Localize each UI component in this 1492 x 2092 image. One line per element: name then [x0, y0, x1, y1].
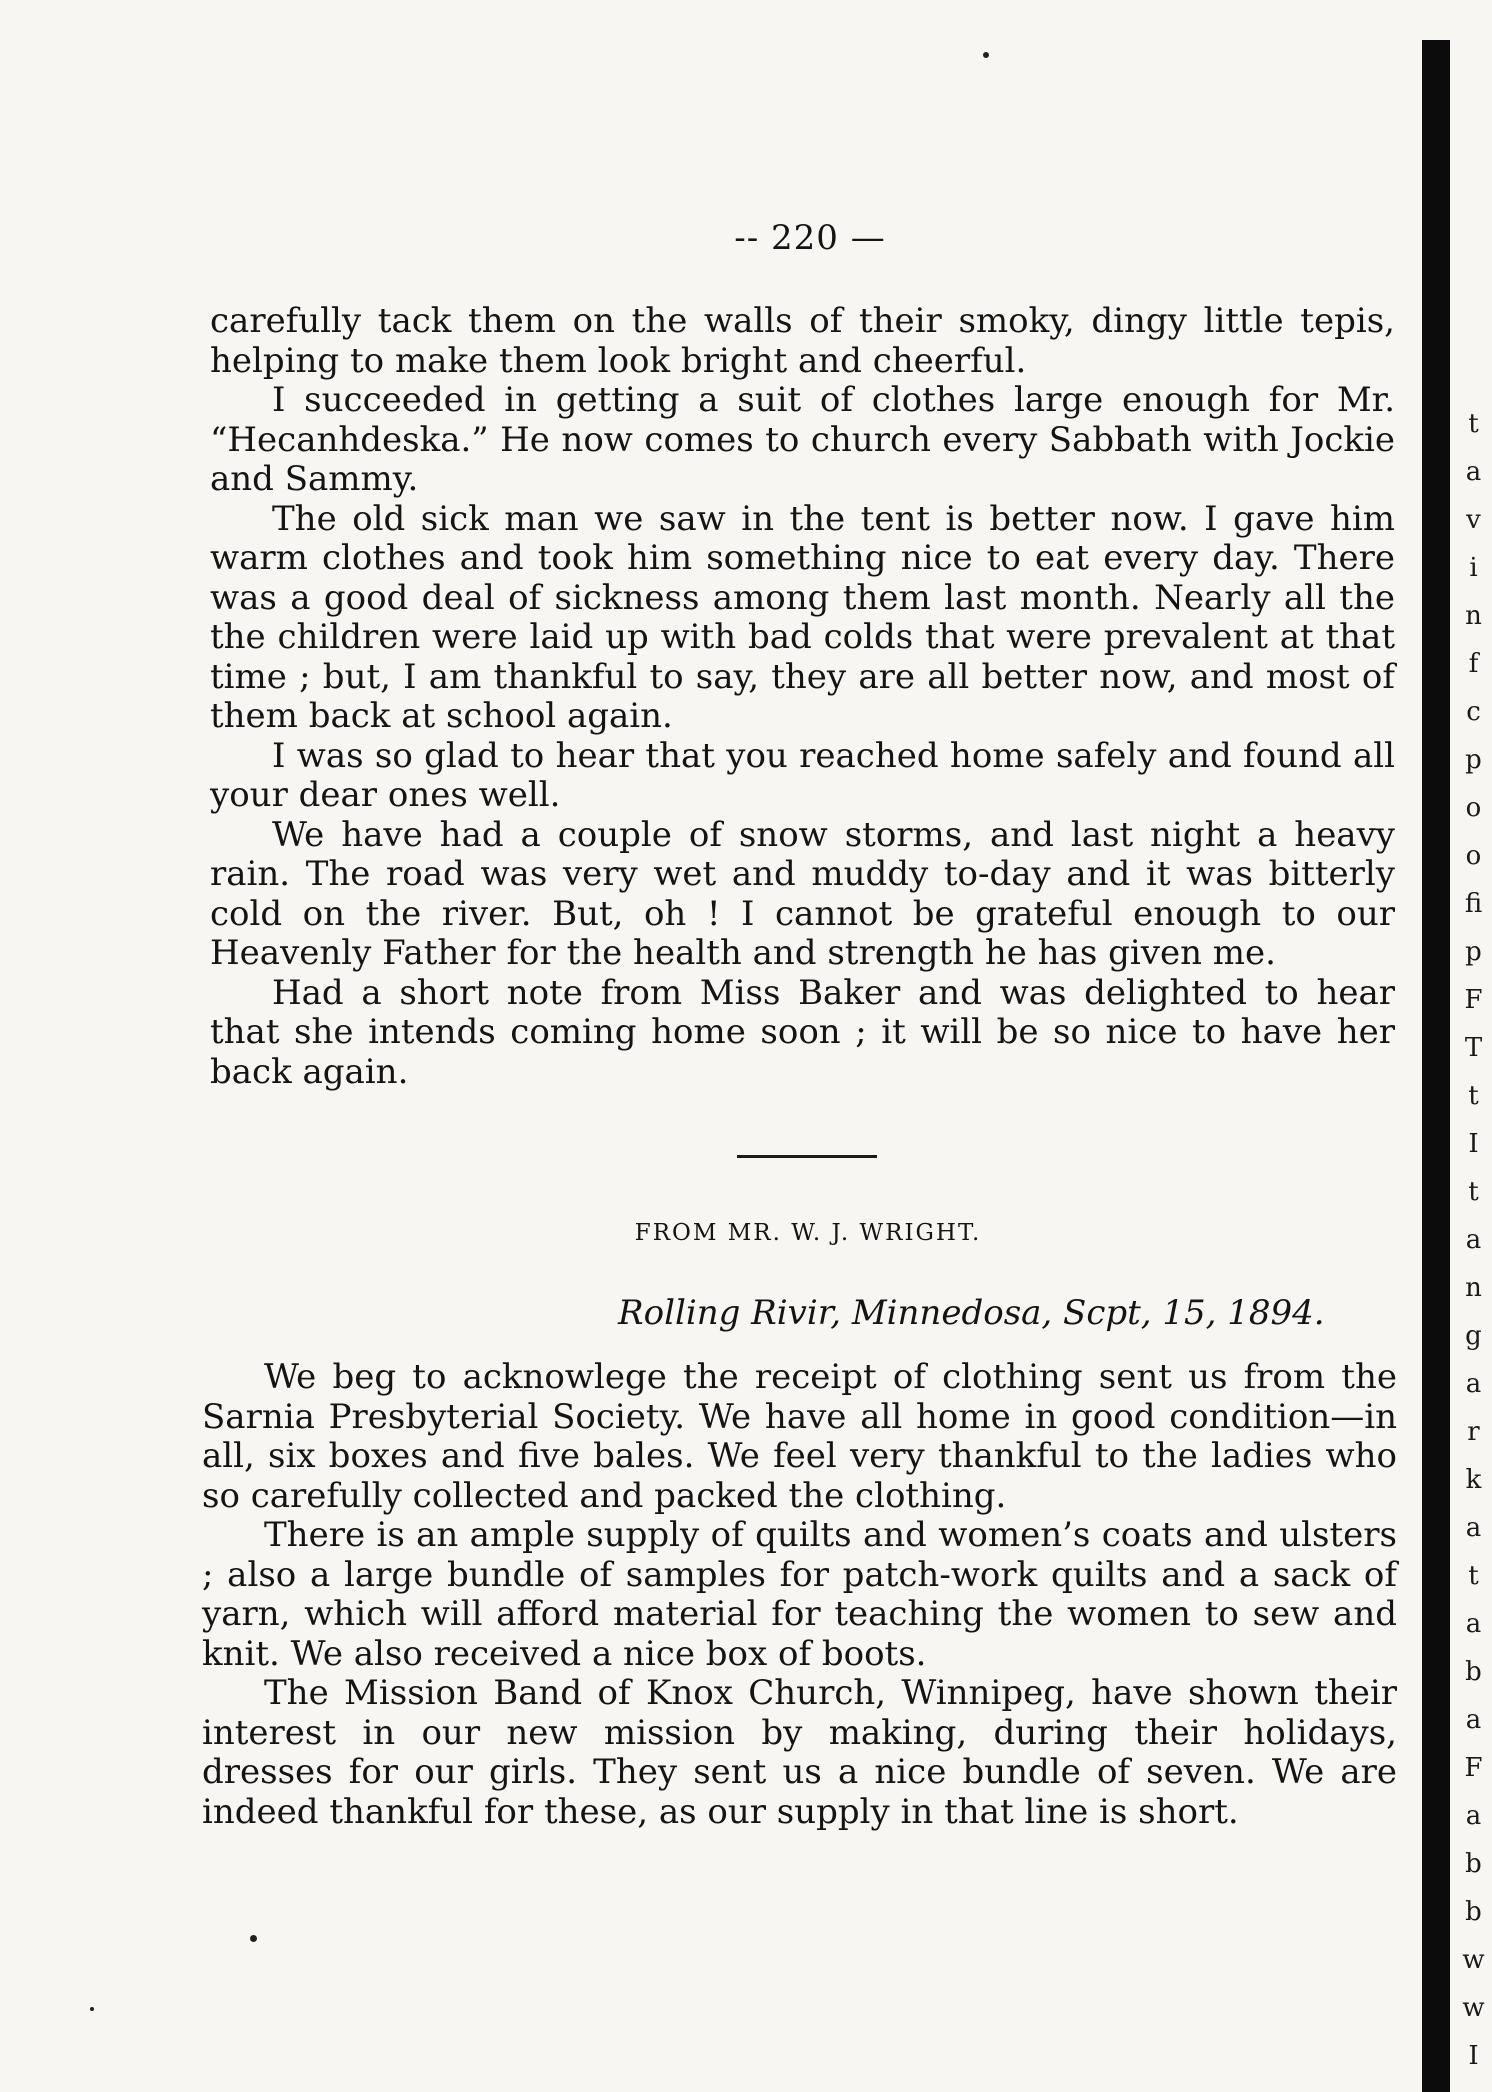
margin-char: o	[1465, 793, 1482, 823]
page-gutter-shadow	[1422, 40, 1450, 2092]
page-number: -- 220 —	[734, 218, 886, 258]
paragraph: carefully tack them on the walls of their smoky, dingy little tepis, helping to make them look bright and cheerful.	[210, 301, 1395, 381]
margin-char: t	[1468, 409, 1479, 439]
margin-char: c	[1466, 697, 1481, 727]
margin-char: k	[1465, 1465, 1482, 1495]
margin-char: v	[1466, 505, 1481, 535]
margin-char: w	[1462, 1993, 1485, 2023]
margin-char: I	[1468, 1129, 1479, 1159]
margin-char: a	[1465, 1369, 1482, 1399]
letter-body-bottom	[202, 1358, 1397, 1832]
margin-char: i	[1469, 553, 1478, 583]
margin-char: a	[1465, 1609, 1482, 1639]
section-divider	[737, 1155, 877, 1158]
scan-speck	[90, 2007, 94, 2011]
margin-char: f	[1468, 649, 1479, 679]
margin-char: o	[1465, 841, 1482, 871]
margin-char: a	[1465, 1513, 1482, 1543]
margin-char: I	[1468, 2041, 1479, 2071]
margin-char: b	[1465, 1657, 1482, 1687]
margin-char: w	[1462, 1945, 1485, 1975]
section-heading: FROM MR. W. J. WRIGHT.	[634, 1220, 982, 1246]
dateline: Rolling Rivir, Minnedosa, Scpt, 15, 1894.	[618, 1293, 1325, 1333]
margin-char: n	[1465, 1273, 1482, 1303]
margin-char: fi	[1464, 889, 1483, 919]
margin-char: a	[1465, 1801, 1482, 1831]
margin-char: p	[1465, 745, 1482, 775]
margin-char: b	[1465, 1897, 1482, 1927]
margin-char: r	[1467, 1417, 1480, 1447]
margin-char: a	[1465, 1225, 1482, 1255]
letter-body-top	[210, 302, 1395, 1092]
paragraph: There is an ample supply of quilts and women’s coats and ulsters ; also a large bundle of samples for patch-work quilts and a sack of yarn, which will afford material for teaching the women to sew and knit. We also received a nice box of boots.	[202, 1515, 1397, 1674]
paragraph: I was so glad to hear that you reached home safely and found all your dear ones well.	[210, 735, 1395, 815]
margin-char: p	[1465, 937, 1482, 967]
paragraph: The Mission Band of Knox Church, Winnipeg, have shown their interest in our new mission by making, during their holidays, dresses for our girls. They sent us a nice bundle of seven. We are indeed thankful for these, as our supply in that line is short.	[202, 1673, 1397, 1832]
facing-page-margin	[1455, 400, 1492, 2080]
paragraph: We beg to acknowlege the receipt of clothing sent us from the Sarnia Presbyterial Society. We have all home in good condition—in all, six boxes and five bales. We feel very thankful to the ladies who so carefully collected and packed the clothing.	[202, 1357, 1397, 1516]
margin-char: t	[1468, 1561, 1479, 1591]
paragraph: The old sick man we saw in the tent is better now. I gave him warm clothes and took him something nice to eat every day. There was a good deal of sickness among them last month. Nearly all the the children were laid up with bad colds that were prevalent at that time ; but, I am thankful to say, they are all better now, and most of them back at school again.	[210, 498, 1395, 736]
margin-char: T	[1464, 1033, 1483, 1063]
margin-char: n	[1465, 601, 1482, 631]
margin-char: t	[1468, 1177, 1479, 1207]
margin-char: F	[1464, 1753, 1483, 1783]
margin-char: b	[1465, 1849, 1482, 1879]
scan-speck	[250, 1935, 257, 1942]
scan-speck	[983, 52, 989, 58]
paragraph: Had a short note from Miss Baker and was delighted to hear that she intends coming home soon ; it will be so nice to have her back again.	[210, 972, 1395, 1092]
paragraph: I succeeded in getting a suit of clothes large enough for Mr. “Hecanhdeska.” He now comes to church every Sabbath with Jockie and Sammy.	[210, 380, 1395, 499]
margin-char: a	[1465, 1705, 1482, 1735]
margin-char: F	[1464, 985, 1483, 1015]
margin-char: a	[1465, 457, 1482, 487]
paragraph: We have had a couple of snow storms, and last night a heavy rain. The road was very wet and muddy to-day and it was bitterly cold on the river. But, oh ! I cannot be grateful enough to our Heavenly Father for the health and strength he has given me.	[210, 814, 1395, 973]
margin-char: g	[1465, 1321, 1482, 1351]
margin-char: t	[1468, 1081, 1479, 1111]
